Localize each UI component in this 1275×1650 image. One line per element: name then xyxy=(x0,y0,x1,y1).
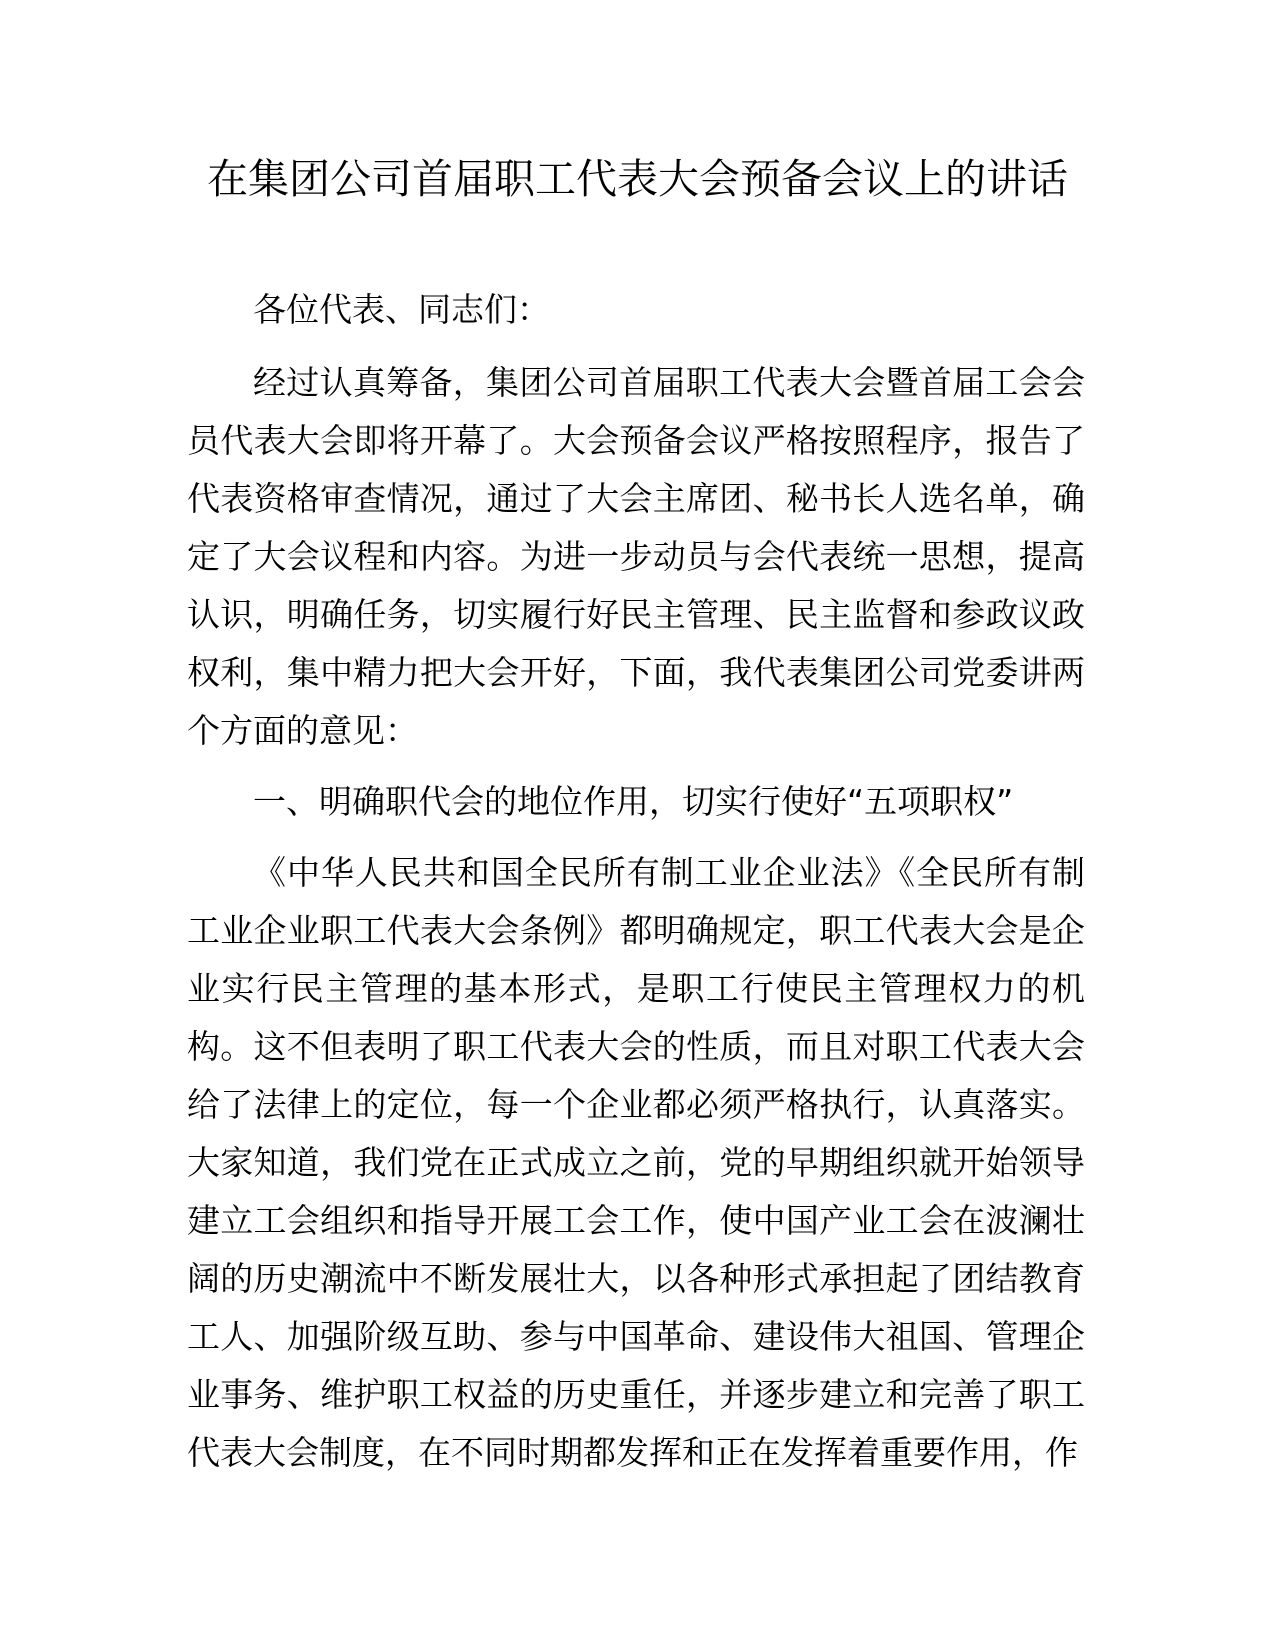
salutation: 各位代表、同志们： xyxy=(253,290,550,329)
section-heading: 一、明确职代会的地位作用，切实行使好“五项职权” xyxy=(253,782,1014,821)
opening-paragraph: 经过认真筹备，集团公司首届职工代表大会暨首届工会会员代表大会即将开幕了。大会预备会议严格按照程序，报告了代表资格审查情况，通过了大会主席团、秘书长人选名单，确定了大会议程和内容。为进一步动员与会代表统一思想，提高认识，明确任务，切实履行好民主管理、民主监督和参政议政权利，集中精力把大会开好，下面，我代表集团公司党委讲两个方面的意见： xyxy=(187,363,1085,750)
document-title: 在集团公司首届职工代表大会预备会议上的讲话 xyxy=(207,155,1068,203)
section-paragraph: 《中华人民共和国全民所有制工业企业法》《全民所有制工业企业职工代表大会条例》都明确规定，职工代表大会是企业实行民主管理的基本形式，是职工行使民主管理权力的机构。这不但表明了职工代表大会的性质，而且对职工代表大会给了法律上的定位，每一个企业都必须严格执行，认真落实。大家知道，我们党在正式成立之前，党的早期组织就开始领导建立工会组织和指导开展工会工作，使中国产业工会在波澜壮阔的历史潮流中不断发展壮大，以各种形式承担起了团结教育工人、加强阶级互助、参与中国革命、建设伟大祖国、管理企业事务、维护职工权益的历史重任，并逐步建立和完善了职工代表大会制度，在不同时期都发挥和正在发挥着重要作用，作 xyxy=(187,853,1085,1472)
